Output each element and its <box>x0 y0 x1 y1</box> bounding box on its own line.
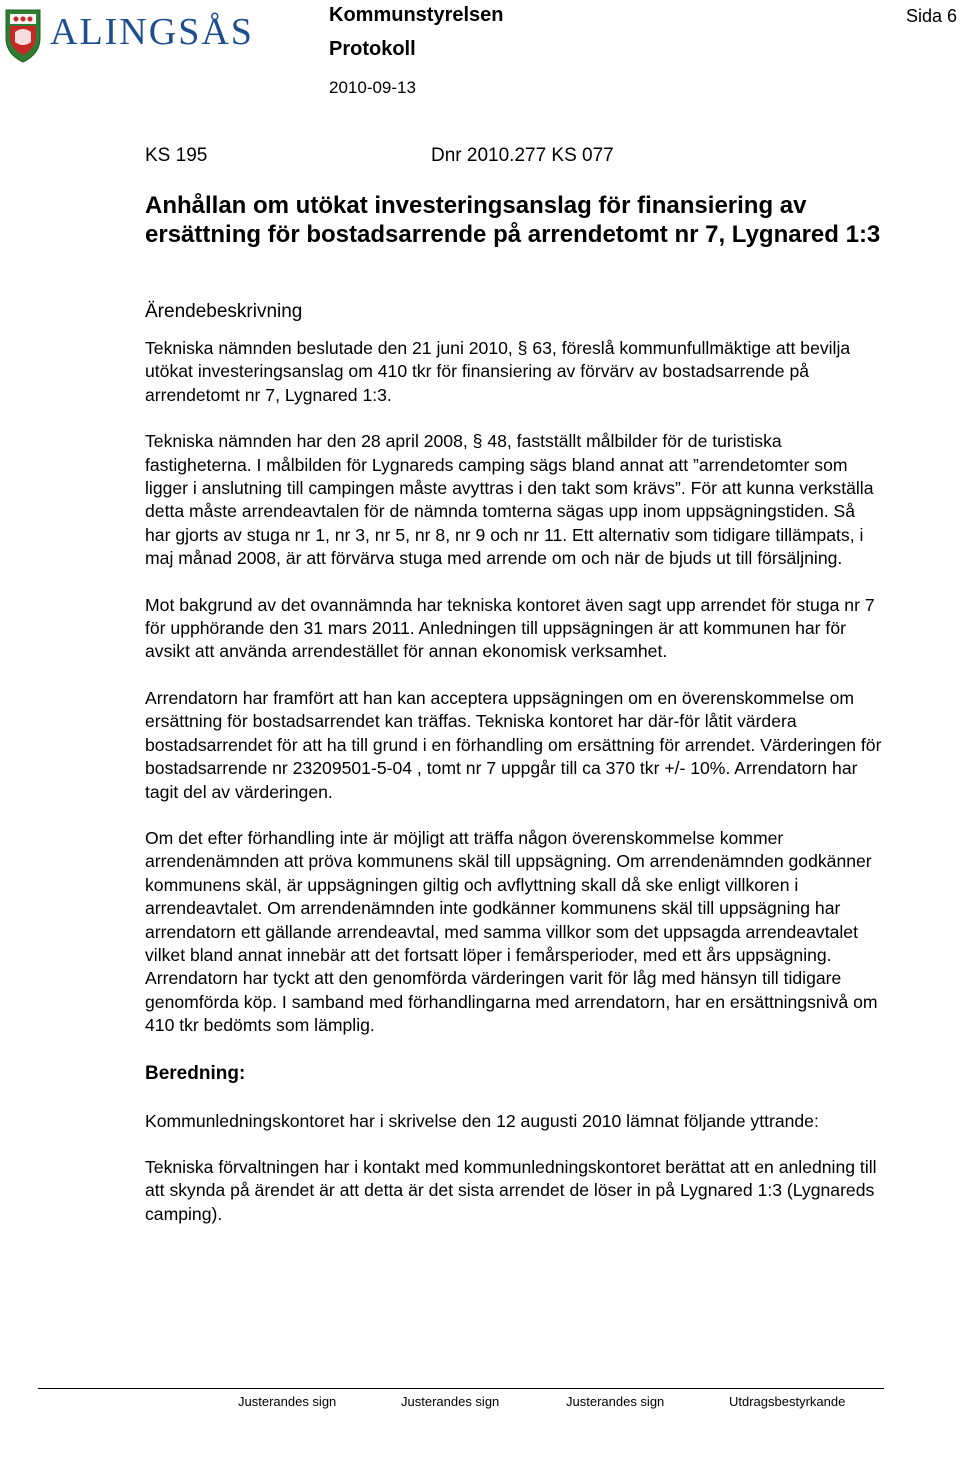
body-paragraph: Tekniska nämnden har den 28 april 2008, § 48, fastställt målbilder för de turistiska fastigheterna. I målbilden för Lygnareds camping sägs bland annat att ”arrendetomter som ligger i anslutning till campingen måste avyttras i den takt som krävs”. För att kunna verkställa detta måste arrendeavtalen för de nämnda tomterna sägas upp inom uppsägningstiden. Så har gjorts av stuga nr 1, nr 3, nr 5, nr 8, nr 9 och nr 11. Ett alternativ som tidigare tillämpats, i maj månad 2008, är att förvärva stuga med arrende om och när de bjuds ut till försäljning. <box>145 431 874 569</box>
footer-divider <box>38 1388 884 1389</box>
logo-wordmark: ALINGSÅS <box>50 11 254 53</box>
signature-label-3: Justerandes sign <box>566 1394 665 1409</box>
signature-label-1: Justerandes sign <box>238 1394 337 1409</box>
body-paragraph: Tekniska nämnden beslutade den 21 juni 2010, § 63, föreslå kommunfullmäktige att bevilja utökat investeringsanslag om 410 tkr för finansiering av förvärv av bostadsarrende på arrendetomt nr 7, Lygnared 1:3. <box>145 338 851 405</box>
body-paragraph: Arrendatorn har framfört att han kan acceptera uppsägningen om en överenskommelse om ersättning för bostadsarrendet kan träffas. Tekniska kontoret har där-för låtit värdera bostadsarrendet för att ha till grund i en förhandling om ersättning för arrendet. Värderingen för bostadsarrende nr 23209501-5-04 , tomt nr 7 uppgår till ca 370 tkr +/- 10%. Arrendatorn har tagit del av värderingen. <box>145 687 882 802</box>
meeting-date: 2010-09-13 <box>329 78 416 97</box>
beredning-heading: Beredning: <box>145 1062 246 1084</box>
coat-of-arms-icon <box>6 10 40 62</box>
beredning-paragraph: Tekniska förvaltningen har i kontakt med kommunledningskontoret berättat att en anledning till att skynda på ärendet är att detta är det sista arrendet de löser in på Lygnared 1:3 (Lygnareds camping). <box>145 1156 877 1224</box>
body-paragraph: Om det efter förhandling inte är möjligt att träffa någon överenskommelse kommer arrendenämnden att pröva kommunens skäl till uppsägning. Om arrendenämnden godkänner kommunens skäl, är uppsägningen giltig och avflyttning skall då ske enligt villkoren i arrendeavtalet. Om arrendenämnden inte godkänner kommunens skäl till uppsägning har arrendatorn ett gällande arrendeavtal, med samma villkor som det uppsagda arrendeavtalet vilket bland annat innebär att det fortsatt löper i femårsperioder, med ett års uppsägning. Arrendatorn har tyckt att den genomförda värderingen varit för låg med hänsyn till tidigare genomförda köp. I samband med förhandlingarna med arrendatorn, har en ersättningsnivå om 410 tkr bedömts som lämplig. <box>145 827 878 1036</box>
beredning-paragraph: Kommunledningskontoret har i skrivelse den 12 augusti 2010 lämnat följande yttrande: <box>145 1110 819 1131</box>
arendebeskrivning-heading: Ärendebeskrivning <box>145 301 303 322</box>
signature-label-2: Justerandes sign <box>401 1394 500 1409</box>
extract-certification-label: Utdragsbestyrkande <box>729 1394 846 1409</box>
diary-number: Dnr 2010.277 KS 077 <box>431 145 614 166</box>
case-title: Anhållan om utökat investeringsanslag för finansiering av ersättning för bostadsarrende på arrendetomt nr 7, Lygnared 1:3 <box>145 192 881 248</box>
document-type: Protokoll <box>329 38 416 60</box>
case-body <box>145 299 883 1249</box>
organization-name: Kommunstyrelsen <box>329 4 504 26</box>
body-paragraph: Mot bakgrund av det ovannämnda har tekniska kontoret även sagt upp arrendet för stuga nr 7 för upphörande den 31 mars 2011. Anledningen till uppsägningen är att kommunen har för avsikt att använda arrendestället för annan ekonomisk verksamhet. <box>145 594 875 662</box>
paragraph-reference: KS 195 <box>145 145 208 166</box>
alingsas-logo <box>2 4 254 68</box>
page-number: Sida 6 <box>906 6 958 26</box>
